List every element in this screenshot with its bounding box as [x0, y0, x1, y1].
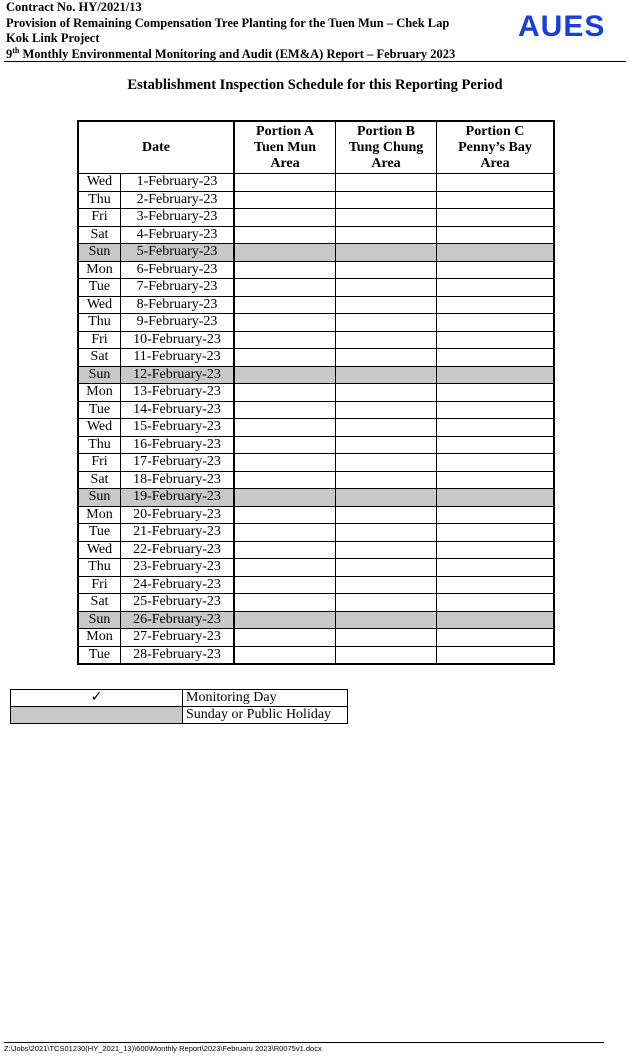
date-cell: 16-February-23: [121, 436, 235, 454]
portion-a-cell: [234, 576, 336, 594]
portion-b-cell: [336, 331, 437, 349]
day-cell: Sun: [78, 366, 121, 384]
date-cell: 18-February-23: [121, 471, 235, 489]
table-row: [78, 174, 554, 192]
day-cell: Thu: [78, 191, 121, 209]
date-cell: 13-February-23: [121, 384, 235, 402]
table-header-row: [78, 121, 554, 174]
portion-b-column-header: [336, 121, 437, 174]
portion-c-cell: [437, 576, 555, 594]
portion-c-cell: [437, 244, 555, 262]
inspection-schedule-table: [77, 120, 555, 665]
day-cell: Thu: [78, 314, 121, 332]
portion-a-cell: [234, 419, 336, 437]
table-row: [78, 646, 554, 664]
holiday-swatch: [11, 707, 183, 724]
table-row: [78, 331, 554, 349]
project-title-line-2: Kok Link Project: [6, 31, 100, 45]
portion-c-header-line: Penny’s Bay: [458, 139, 532, 155]
table-row: [78, 419, 554, 437]
portion-b-cell: [336, 349, 437, 367]
report-title-rest: Monthly Environmental Monitoring and Audit (EM&A) Report – February 2023: [19, 46, 456, 61]
day-cell: Wed: [78, 419, 121, 437]
portion-b-cell: [336, 541, 437, 559]
date-cell: 19-February-23: [121, 489, 235, 507]
portion-c-cell: [437, 454, 555, 472]
date-cell: 4-February-23: [121, 226, 235, 244]
table-row: [78, 209, 554, 227]
day-cell: Sat: [78, 594, 121, 612]
portion-b-cell: [336, 419, 437, 437]
portion-b-cell: [336, 524, 437, 542]
date-cell: 11-February-23: [121, 349, 235, 367]
project-title-line-1: Provision of Remaining Compensation Tree Planting for the Tuen Mun – Chek Lap: [6, 15, 450, 30]
aues-logo: AUES: [518, 10, 606, 43]
header-divider: [4, 61, 626, 62]
report-title: [6, 47, 516, 63]
day-cell: Sat: [78, 471, 121, 489]
portion-a-cell: [234, 471, 336, 489]
day-cell: Wed: [78, 174, 121, 192]
table-row: [78, 436, 554, 454]
portion-c-header-line: Area: [480, 155, 510, 171]
portion-c-cell: [437, 541, 555, 559]
date-cell: 17-February-23: [121, 454, 235, 472]
portion-b-cell: [336, 296, 437, 314]
portion-a-cell: [234, 436, 336, 454]
day-cell: Sun: [78, 489, 121, 507]
portion-c-cell: [437, 471, 555, 489]
portion-c-cell: [437, 296, 555, 314]
portion-a-cell: [234, 401, 336, 419]
portion-b-cell: [336, 174, 437, 192]
table-row: [78, 541, 554, 559]
portion-c-cell: [437, 261, 555, 279]
portion-b-cell: [336, 611, 437, 629]
legend-monitoring-label: Monitoring Day: [183, 690, 348, 707]
report-number-suffix: th: [12, 45, 20, 55]
date-cell: 9-February-23: [121, 314, 235, 332]
day-cell: Tue: [78, 279, 121, 297]
day-cell: Wed: [78, 541, 121, 559]
portion-a-cell: [234, 489, 336, 507]
portion-c-cell: [437, 629, 555, 647]
date-cell: 21-February-23: [121, 524, 235, 542]
table-row: [78, 611, 554, 629]
portion-b-cell: [336, 646, 437, 664]
day-cell: Sat: [78, 349, 121, 367]
table-row: [78, 191, 554, 209]
day-cell: Fri: [78, 576, 121, 594]
portion-c-cell: [437, 646, 555, 664]
date-cell: 7-February-23: [121, 279, 235, 297]
report-header: [6, 0, 516, 62]
legend-table: [10, 689, 348, 724]
portion-a-cell: [234, 226, 336, 244]
portion-a-cell: [234, 524, 336, 542]
table-row: [78, 559, 554, 577]
portion-a-cell: [234, 191, 336, 209]
portion-c-cell: [437, 401, 555, 419]
portion-a-cell: [234, 629, 336, 647]
portion-c-cell: [437, 279, 555, 297]
table-row: [78, 454, 554, 472]
table-row: [78, 244, 554, 262]
portion-c-cell: [437, 349, 555, 367]
table-row: [78, 314, 554, 332]
portion-c-column-header: [437, 121, 555, 174]
day-cell: Sat: [78, 226, 121, 244]
portion-a-cell: [234, 209, 336, 227]
portion-a-cell: [234, 366, 336, 384]
portion-b-header-line: Portion B: [357, 123, 415, 139]
portion-a-cell: [234, 541, 336, 559]
portion-c-cell: [437, 594, 555, 612]
portion-a-cell: [234, 279, 336, 297]
date-cell: 25-February-23: [121, 594, 235, 612]
portion-a-cell: [234, 384, 336, 402]
portion-a-cell: [234, 261, 336, 279]
portion-b-cell: [336, 244, 437, 262]
date-cell: 22-February-23: [121, 541, 235, 559]
table-row: [78, 279, 554, 297]
portion-b-cell: [336, 454, 437, 472]
day-cell: Sun: [78, 244, 121, 262]
table-row: [78, 471, 554, 489]
day-cell: Tue: [78, 646, 121, 664]
portion-b-cell: [336, 384, 437, 402]
day-cell: Fri: [78, 454, 121, 472]
footer-divider: [4, 1042, 604, 1043]
date-cell: 28-February-23: [121, 646, 235, 664]
date-cell: 10-February-23: [121, 331, 235, 349]
portion-b-cell: [336, 471, 437, 489]
date-cell: 2-February-23: [121, 191, 235, 209]
contract-number: Contract No. HY/2021/13: [6, 0, 142, 14]
portion-c-cell: [437, 559, 555, 577]
portion-a-header-line: Tuen Mun: [253, 139, 317, 155]
portion-a-cell: [234, 646, 336, 664]
portion-a-cell: [234, 594, 336, 612]
legend-holiday-label: Sunday or Public Holiday: [183, 707, 348, 724]
date-column-header: Date: [78, 121, 234, 174]
portion-c-cell: [437, 489, 555, 507]
day-cell: Sun: [78, 611, 121, 629]
day-cell: Wed: [78, 296, 121, 314]
legend-row-monitoring: [11, 690, 348, 707]
portion-c-cell: [437, 209, 555, 227]
date-cell: 3-February-23: [121, 209, 235, 227]
report-number: 9: [6, 46, 13, 61]
day-cell: Fri: [78, 209, 121, 227]
portion-b-cell: [336, 594, 437, 612]
portion-a-cell: [234, 454, 336, 472]
checkmark-icon: ✓: [11, 690, 183, 707]
portion-b-cell: [336, 489, 437, 507]
date-cell: 5-February-23: [121, 244, 235, 262]
table-row: [78, 594, 554, 612]
page-title: Establishment Inspection Schedule for this Reporting Period: [127, 77, 503, 93]
day-cell: Thu: [78, 436, 121, 454]
portion-c-header-line: Portion C: [465, 123, 525, 139]
day-cell: Fri: [78, 331, 121, 349]
day-cell: Mon: [78, 506, 121, 524]
portion-b-cell: [336, 506, 437, 524]
date-cell: 6-February-23: [121, 261, 235, 279]
portion-a-cell: [234, 611, 336, 629]
portion-c-cell: [437, 419, 555, 437]
date-cell: 26-February-23: [121, 611, 235, 629]
footer-file-path: Z:\Jobs\2021\TCS01230(HY_2021_13)\600\Monthly Report\2023\Februaru 2023\R0075v1.docx: [4, 1044, 322, 1053]
table-row: [78, 576, 554, 594]
table-row: [78, 366, 554, 384]
portion-c-cell: [437, 506, 555, 524]
table-row: [78, 506, 554, 524]
portion-a-cell: [234, 331, 336, 349]
date-cell: 27-February-23: [121, 629, 235, 647]
date-cell: 14-February-23: [121, 401, 235, 419]
portion-c-cell: [437, 314, 555, 332]
date-cell: 20-February-23: [121, 506, 235, 524]
portion-a-header-line: Area: [270, 155, 300, 171]
table-row: [78, 349, 554, 367]
portion-c-cell: [437, 174, 555, 192]
day-cell: Mon: [78, 384, 121, 402]
portion-c-cell: [437, 611, 555, 629]
portion-a-cell: [234, 506, 336, 524]
schedule-body: [78, 174, 554, 665]
date-cell: 15-February-23: [121, 419, 235, 437]
date-cell: 8-February-23: [121, 296, 235, 314]
portion-a-cell: [234, 559, 336, 577]
table-row: [78, 226, 554, 244]
date-cell: 12-February-23: [121, 366, 235, 384]
portion-c-cell: [437, 226, 555, 244]
portion-b-cell: [336, 226, 437, 244]
day-cell: Tue: [78, 401, 121, 419]
day-cell: Mon: [78, 629, 121, 647]
portion-b-cell: [336, 279, 437, 297]
day-cell: Tue: [78, 524, 121, 542]
portion-b-cell: [336, 209, 437, 227]
date-cell: 23-February-23: [121, 559, 235, 577]
date-cell: 24-February-23: [121, 576, 235, 594]
portion-a-cell: [234, 314, 336, 332]
day-cell: Thu: [78, 559, 121, 577]
table-row: [78, 629, 554, 647]
day-cell: Mon: [78, 261, 121, 279]
table-row: [78, 296, 554, 314]
portion-a-cell: [234, 349, 336, 367]
portion-c-cell: [437, 191, 555, 209]
portion-b-header-line: Tung Chung: [348, 139, 424, 155]
portion-c-cell: [437, 384, 555, 402]
portion-a-cell: [234, 244, 336, 262]
portion-b-cell: [336, 436, 437, 454]
portion-b-cell: [336, 629, 437, 647]
legend-row-holiday: [11, 707, 348, 724]
table-row: [78, 384, 554, 402]
portion-c-cell: [437, 436, 555, 454]
table-row: [78, 401, 554, 419]
portion-a-cell: [234, 296, 336, 314]
table-row: [78, 524, 554, 542]
portion-a-column-header: [234, 121, 336, 174]
date-cell: 1-February-23: [121, 174, 235, 192]
portion-a-cell: [234, 174, 336, 192]
portion-b-cell: [336, 401, 437, 419]
portion-b-cell: [336, 576, 437, 594]
table-row: [78, 489, 554, 507]
portion-b-cell: [336, 559, 437, 577]
portion-c-cell: [437, 524, 555, 542]
portion-b-cell: [336, 366, 437, 384]
portion-a-header-line: Portion A: [256, 123, 314, 139]
portion-b-cell: [336, 191, 437, 209]
portion-c-cell: [437, 331, 555, 349]
portion-b-header-line: Area: [371, 155, 401, 171]
table-row: [78, 261, 554, 279]
portion-c-cell: [437, 366, 555, 384]
portion-b-cell: [336, 261, 437, 279]
portion-b-cell: [336, 314, 437, 332]
